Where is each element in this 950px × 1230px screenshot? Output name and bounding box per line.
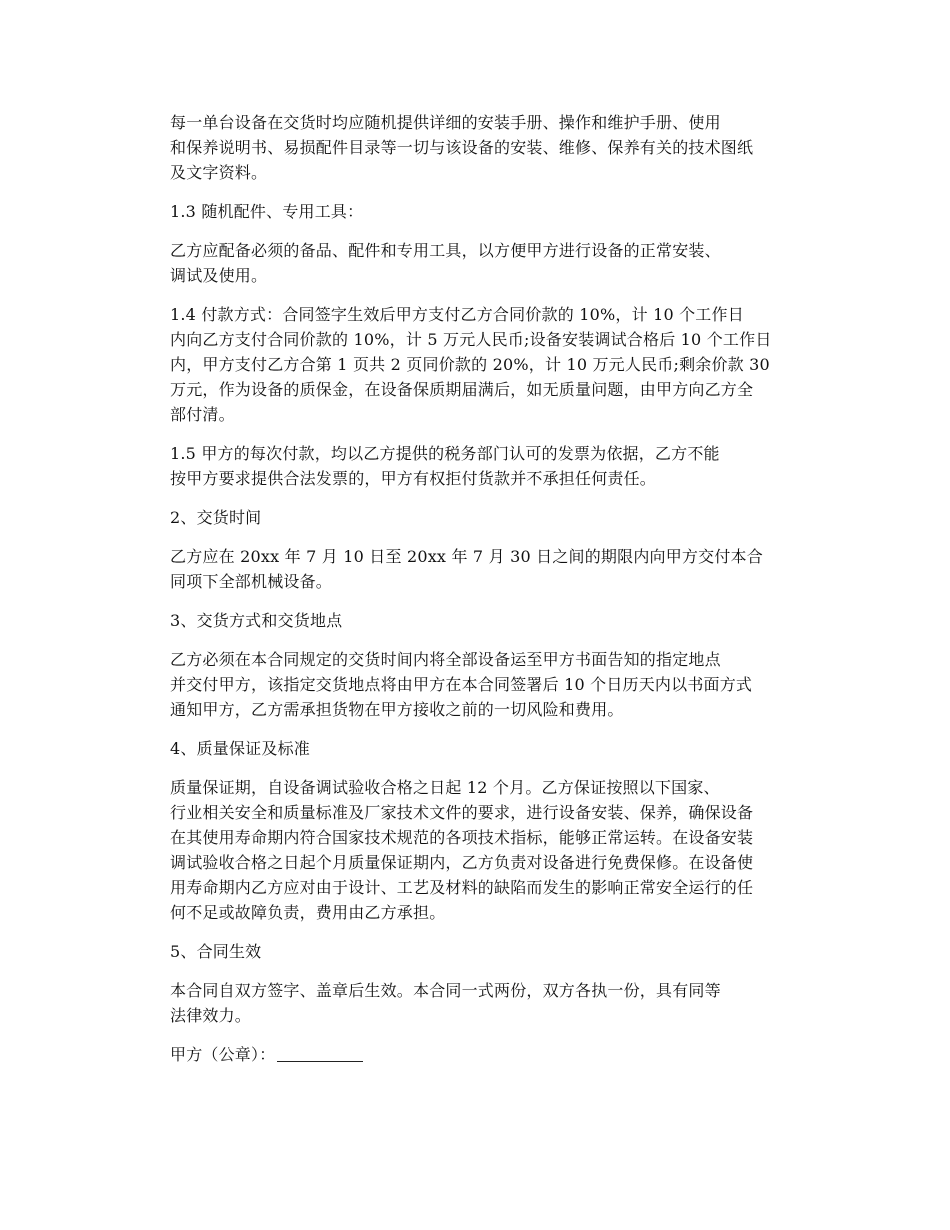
paragraph-intro-docs — [138, 110, 818, 185]
heading-line: 1.3 随机配件、专用工具： — [170, 202, 364, 221]
paragraph-line: 按甲方要求提供合法发票的，甲方有权拒付货款并不承担任何责任。 — [170, 469, 657, 488]
heading-line: 2、交货时间 — [170, 508, 262, 527]
paragraph-line: 用寿命期内乙方应对由于设计、工艺及材料的缺陷而发生的影响正常安全运行的任 — [170, 878, 754, 897]
heading-line: 4、质量保证及标准 — [170, 739, 310, 758]
paragraph-line: 调试验收合格之日起个月质量保证期内，乙方负责对设备进行免费保修。在设备使 — [170, 853, 754, 872]
heading-line: 3、交货方式和交货地点 — [170, 611, 343, 630]
paragraph-line: 部付清。 — [170, 405, 235, 424]
section-heading-1-3 — [138, 199, 818, 224]
paragraph-line: 乙方应配备必须的备品、配件和专用工具，以方便甲方进行设备的正常安装、 — [170, 241, 721, 260]
paragraph-line: 行业相关安全和质量标准及厂家技术文件的要求，进行设备安装、保养，确保设备 — [170, 803, 754, 822]
party-a-seal-label: 甲方（公章）： — [170, 1045, 276, 1064]
paragraph-1-5 — [138, 441, 818, 491]
paragraph-line: 本合同自双方签字、盖章后生效。本合同一式两份，双方各执一份，具有同等 — [170, 981, 721, 1000]
paragraph-line: 内向乙方支付合同价款的 10%，计 5 万元人民币;设备安装调试合格后 10 个工作日 — [170, 330, 772, 349]
section-heading-3 — [138, 608, 818, 633]
paragraph-line: 1.5 甲方的每次付款，均以乙方提供的税务部门认可的发票为依据，乙方不能 — [170, 444, 720, 463]
paragraph-line: 内，甲方支付乙方合第 1 页共 2 页同价款的 20%，计 10 万元人民币;剩余价款 30 — [170, 355, 770, 374]
paragraph-line: 在其使用寿命期内符合国家技术规范的各项技术指标，能够正常运转。在设备安装 — [170, 828, 754, 847]
paragraph-line: 调试及使用。 — [170, 266, 268, 285]
paragraph-2-body — [138, 544, 818, 594]
section-heading-2 — [138, 505, 818, 530]
paragraph-1-3-body — [138, 238, 818, 288]
paragraph-line: 乙方必须在本合同规定的交货时间内将全部设备运至甲方书面告知的指定地点 — [170, 650, 721, 669]
paragraph-3-body — [138, 647, 818, 722]
section-heading-4 — [138, 736, 818, 761]
section-heading-5 — [138, 939, 818, 964]
paragraph-line: 并交付甲方，该指定交货地点将由甲方在本合同签署后 10 个日历天内以书面方式 — [170, 675, 753, 694]
paragraph-line: 质量保证期，自设备调试验收合格之日起 12 个月。乙方保证按照以下国家、 — [170, 778, 720, 797]
paragraph-1-4 — [138, 302, 818, 427]
paragraph-line: 通知甲方，乙方需承担货物在甲方接收之前的一切风险和费用。 — [170, 700, 624, 719]
signature-blank-line[interactable] — [277, 1061, 363, 1062]
paragraph-line: 每一单台设备在交货时均应随机提供详细的安装手册、操作和维护手册、使用 — [170, 113, 721, 132]
heading-line: 5、合同生效 — [170, 942, 262, 961]
paragraph-line: 1.4 付款方式：合同签字生效后甲方支付乙方合同价款的 10%，计 10 个工作日 — [170, 305, 744, 324]
paragraph-4-body — [138, 775, 818, 925]
paragraph-line: 法律效力。 — [170, 1006, 252, 1025]
paragraph-line: 同项下全部机械设备。 — [170, 572, 333, 591]
contract-content — [138, 110, 818, 1067]
paragraph-line: 和保养说明书、易损配件目录等一切与该设备的安装、维修、保养有关的技术图纸 — [170, 138, 754, 157]
paragraph-5-body — [138, 978, 818, 1028]
paragraph-line: 及文字资料。 — [170, 163, 268, 182]
paragraph-line: 万元，作为设备的质保金，在设备保质期届满后，如无质量问题，由甲方向乙方全 — [170, 380, 754, 399]
paragraph-line: 何不足或故障负责，费用由乙方承担。 — [170, 903, 446, 922]
paragraph-line: 乙方应在 20xx 年 7 月 10 日至 20xx 年 7 月 30 日之间的期限内向甲方交付本合 — [170, 547, 763, 566]
party-a-signature-row — [138, 1042, 818, 1067]
